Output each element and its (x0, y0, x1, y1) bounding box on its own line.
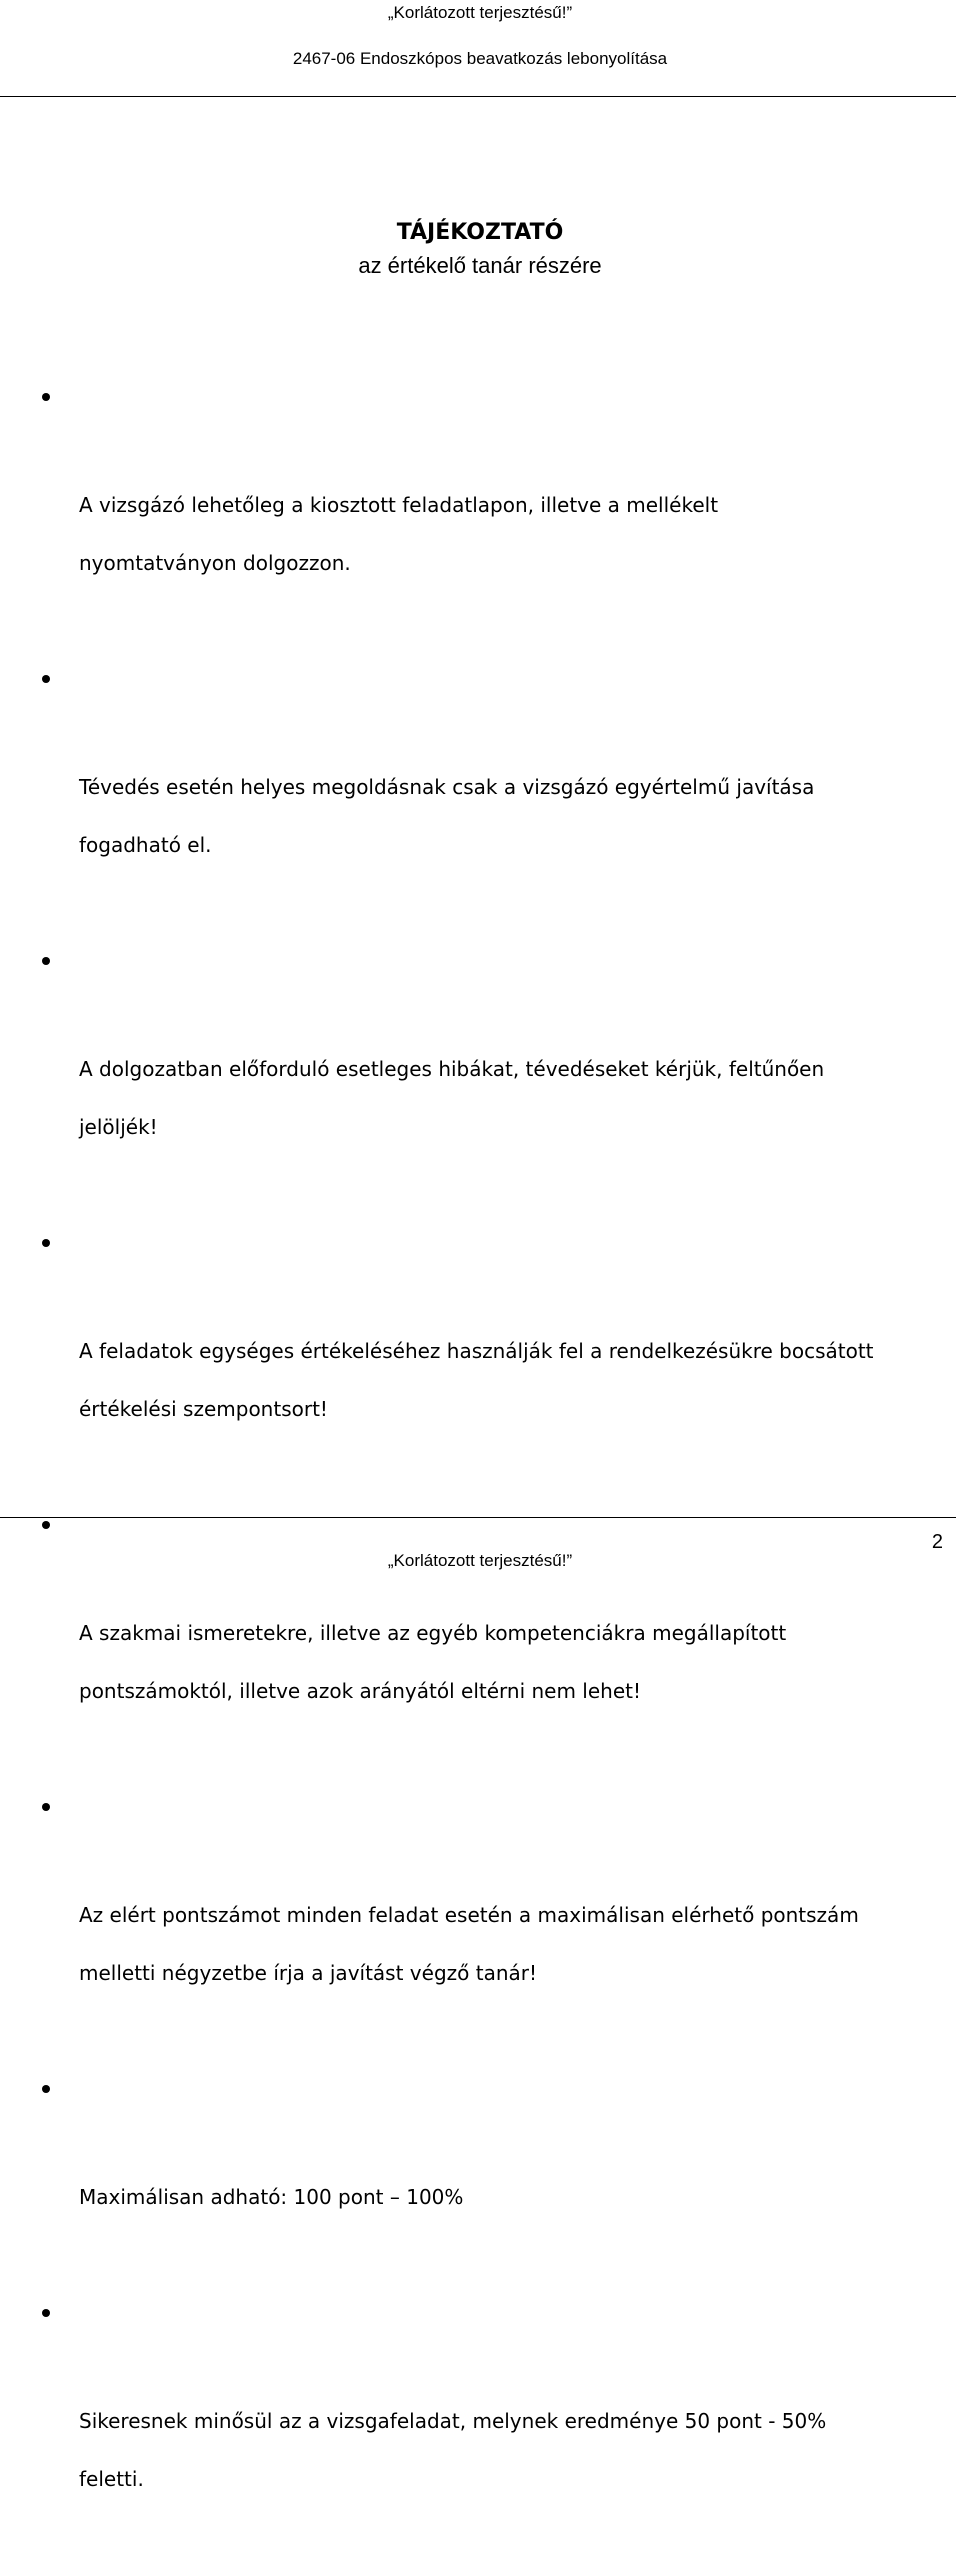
bullet-icon (42, 2309, 50, 2317)
bullet-icon (42, 393, 50, 401)
bullet-icon (42, 2085, 50, 2093)
instruction-text: A szakmai ismeretekre, illetve az egyéb kompetenciákra megállapított pontszámoktól, illetve azok arányától eltérni nem lehet! (79, 1621, 787, 1703)
document-heading: TÁJÉKOZTATÓ (396, 220, 564, 245)
header-divider (0, 96, 956, 97)
instruction-text: A feladatok egységes értékeléséhez használják fel a rendelkezésükre bocsátott értékelési szempontsort! (79, 1339, 874, 1421)
bullet-icon (42, 1803, 50, 1811)
header-restriction-note: „Korlátozott terjesztésű!” (387, 3, 573, 22)
instruction-text: Sikeresnek minősül az a vizsgafeladat, melynek eredménye 50 pont - 50% feletti. (79, 2409, 827, 2491)
instruction-text: Tévedés esetén helyes megoldásnak csak a vizsgázó egyértelmű javítása fogadható el. (79, 775, 815, 857)
header-module-title: 2467-06 Endoszkópos beavatkozás lebonyolítása (292, 49, 668, 68)
instruction-item (0, 2284, 960, 2566)
instruction-item (0, 1214, 960, 1496)
bullet-icon (42, 1521, 50, 1529)
bullet-icon (42, 675, 50, 683)
instruction-text: A dolgozatban előforduló esetleges hibákat, tévedéseket kérjük, feltűnően jelöljék! (79, 1057, 825, 1139)
footer-divider (0, 1517, 956, 1518)
document-subheading: az értékelő tanár részére (358, 253, 602, 278)
instruction-item (0, 368, 960, 650)
bullet-icon (42, 957, 50, 965)
instruction-item (0, 1496, 960, 1778)
instruction-item (0, 650, 960, 932)
instruction-item (0, 1778, 960, 2060)
instruction-text: Maximálisan adható: 100 pont – 100% (79, 2185, 464, 2209)
instruction-item (0, 932, 960, 1214)
page-number: 2 (931, 1531, 943, 1553)
footer-restriction-note: „Korlátozott terjesztésű!” (387, 1551, 573, 1570)
bullet-icon (42, 1239, 50, 1247)
instruction-text: A vizsgázó lehetőleg a kiosztott feladatlapon, illetve a mellékelt nyomtatványon dolgozzon. (79, 493, 719, 575)
instruction-list (0, 368, 960, 2566)
instruction-item (0, 2060, 960, 2284)
instruction-text: Az elért pontszámot minden feladat esetén a maximálisan elérhető pontszám melletti négyzetbe írja a javítást végző tanár! (79, 1903, 859, 1985)
